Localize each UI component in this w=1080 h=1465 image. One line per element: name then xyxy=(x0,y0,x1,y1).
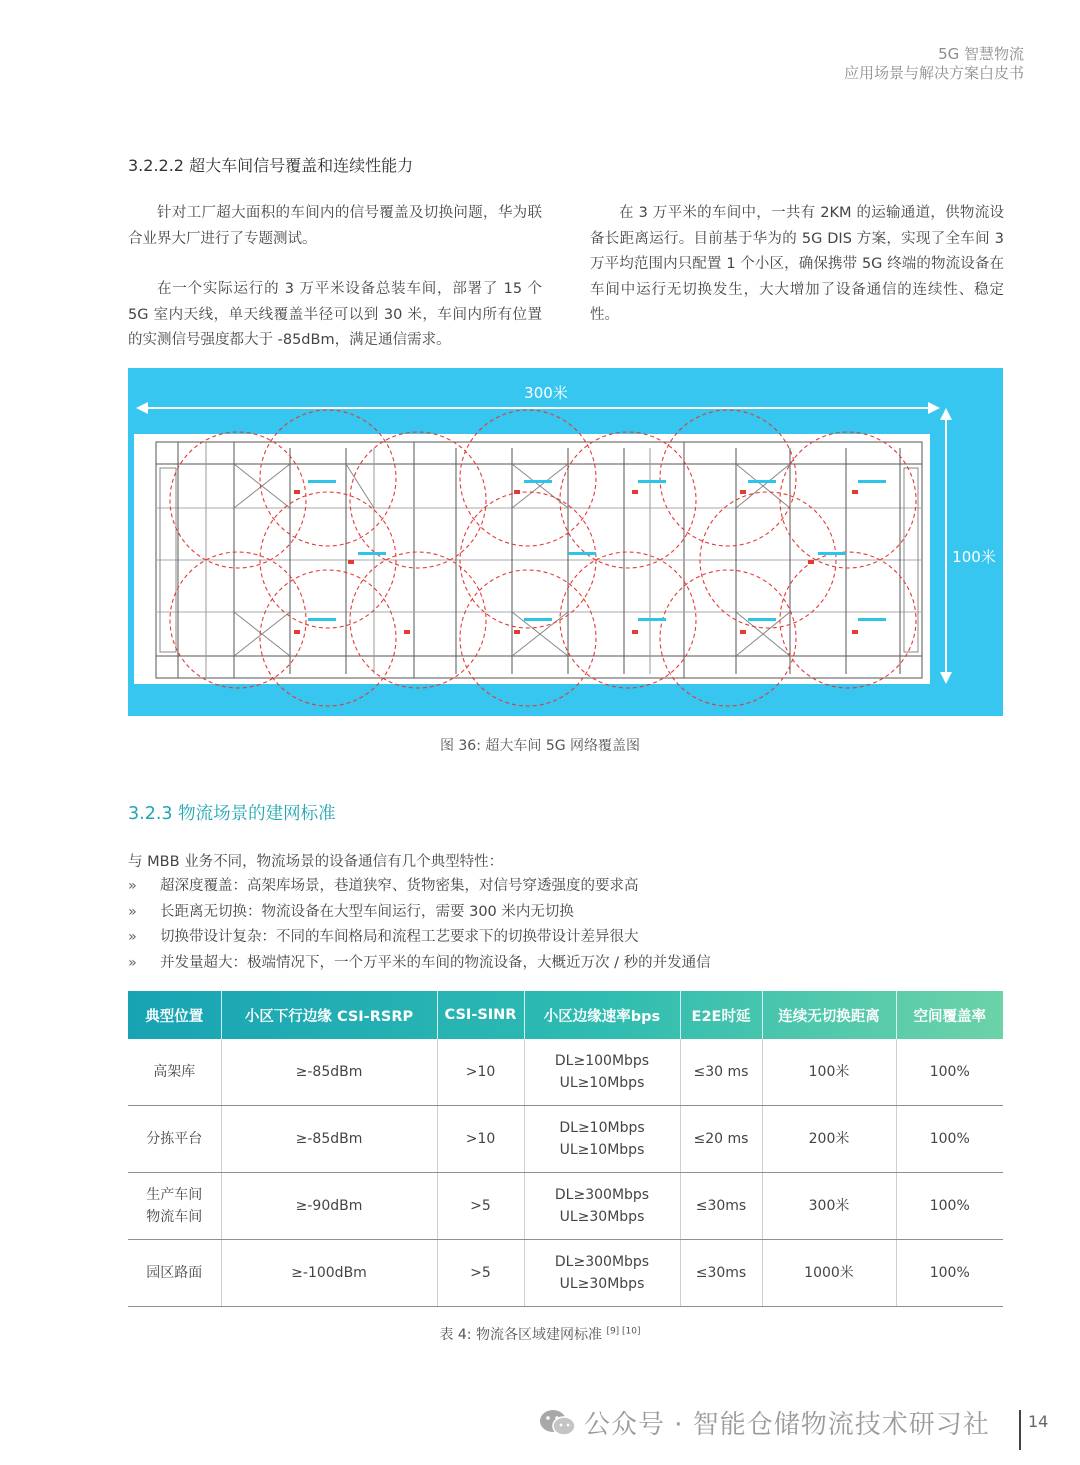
list-item xyxy=(128,925,711,951)
table-header-row xyxy=(128,991,1003,1039)
section-heading: 3.2.2.2 超大车间信号覆盖和连续性能力 xyxy=(128,156,414,175)
list-item-text: 长距离无切换：物流设备在大型车间运行，需要 300 米内无切换 xyxy=(160,903,574,920)
bullet-icon: » xyxy=(128,878,137,894)
table-cell: >5 xyxy=(437,1240,524,1307)
header-title: 5G 智慧物流 xyxy=(938,45,1024,63)
column-header: E2E时延 xyxy=(680,991,762,1039)
network-standards-table xyxy=(128,991,1003,1307)
table-cell: ≥-85dBm xyxy=(221,1039,437,1106)
cell-line: DL≥10Mbps xyxy=(559,1120,645,1136)
table-row xyxy=(128,1240,1003,1307)
coverage-map xyxy=(128,368,1003,716)
bullet-icon: » xyxy=(128,954,137,971)
table-cell: >10 xyxy=(437,1106,524,1173)
table-cell: 100米 xyxy=(762,1039,896,1106)
left-paragraph-2: 在一个实际运行的 3 万平米设备总装车间，部署了 15 个 5G 室内天线，单天线覆盖半径可以到 30 米，车间内所有位置的实测信号强度都大于 -85dBm，满足通信需求。 xyxy=(128,281,542,348)
table-cell: ≤30ms xyxy=(680,1240,762,1307)
cell-line: UL≥10Mbps xyxy=(559,1075,645,1091)
table-caption xyxy=(0,1324,1080,1344)
cell-line: 物流车间 xyxy=(146,1209,203,1225)
left-column xyxy=(128,201,542,354)
watermark-text: 公众号 · 智能仓储物流技术研习社 xyxy=(584,1410,990,1440)
list-item-text: 并发量超大：极端情况下，一个万平米的车间的物流设备，大概近万次 / 秒的并发通信 xyxy=(160,954,711,971)
table-cell: ≥-85dBm xyxy=(221,1106,437,1173)
left-paragraph-1: 针对工厂超大面积的车间内的信号覆盖及切换问题，华为联合业界大厂进行了专题测试。 xyxy=(128,205,542,247)
list-item-text: 超深度覆盖：高架库场景，巷道狭窄、货物密集，对信号穿透强度的要求高 xyxy=(160,878,639,894)
table-caption-text: 表 4: 物流各区域建网标准 xyxy=(439,1327,602,1343)
table-cell: >5 xyxy=(437,1173,524,1240)
cell-line: UL≥10Mbps xyxy=(559,1142,645,1158)
table-cell: 200米 xyxy=(762,1106,896,1173)
column-header: 小区下行边缘 CSI-RSRP xyxy=(221,991,437,1039)
table-references: [9] [10] xyxy=(606,1326,641,1337)
table-cell: >10 xyxy=(437,1039,524,1106)
table-cell xyxy=(524,1173,680,1240)
page-number: 14 xyxy=(1028,1412,1049,1431)
cell-line: DL≥300Mbps xyxy=(554,1187,650,1203)
bullet-icon: » xyxy=(128,903,137,920)
floor-plan xyxy=(134,434,930,684)
table-row xyxy=(128,1106,1003,1173)
feature-list xyxy=(128,874,711,976)
table-cell: ≤30ms xyxy=(680,1173,762,1240)
right-paragraph-1: 在 3 万平米的车间中，一共有 2KM 的运输通道，供物流设备长距离运行。目前基于华为的 5G DIS 方案，实现了全车间 3 万平均范围内只配置 1 个小区，确保携带 5G 终端的物流设备在车间中运行无切换发生，大大增加了设备通信的连续性、稳定性。 xyxy=(590,205,1004,323)
table-cell: ≥-100dBm xyxy=(221,1240,437,1307)
table-cell: ≤20 ms xyxy=(680,1106,762,1173)
cell-line: UL≥30Mbps xyxy=(559,1209,645,1225)
column-header: 连续无切换距离 xyxy=(762,991,896,1039)
cell-line: UL≥30Mbps xyxy=(559,1276,645,1292)
right-column xyxy=(590,201,1004,329)
table-cell: 100% xyxy=(896,1106,1003,1173)
table-cell xyxy=(524,1106,680,1173)
table-row xyxy=(128,1173,1003,1240)
table-cell xyxy=(128,1173,221,1240)
table-cell xyxy=(524,1240,680,1307)
table-cell: 高架库 xyxy=(128,1039,221,1106)
column-header: CSI-SINR xyxy=(437,991,524,1039)
bullet-icon: » xyxy=(128,929,137,945)
column-header: 空间覆盖率 xyxy=(913,1008,986,1025)
table-cell: ≥-90dBm xyxy=(221,1173,437,1240)
column-header: 小区边缘速率bps xyxy=(524,991,680,1039)
header-subtitle: 应用场景与解决方案白皮书 xyxy=(843,64,1024,82)
table-cell: 300米 xyxy=(762,1173,896,1240)
column-header: 典型位置 xyxy=(128,991,221,1039)
table-cell: 100% xyxy=(896,1173,1003,1240)
table-cell: 园区路面 xyxy=(128,1240,221,1307)
cell-line: DL≥100Mbps xyxy=(554,1053,650,1069)
table-cell: 100% xyxy=(896,1039,1003,1106)
table-cell: ≤30 ms xyxy=(680,1039,762,1106)
cell-line: 生产车间 xyxy=(146,1187,203,1203)
intro-text: 与 MBB 业务不同，物流场景的设备通信有几个典型特性： xyxy=(128,854,504,870)
height-label: 100米 xyxy=(952,548,996,566)
wechat-icon xyxy=(538,1407,578,1439)
table-cell: 分拣平台 xyxy=(128,1106,221,1173)
page-divider xyxy=(1019,1410,1021,1450)
height-dimension-arrow xyxy=(940,408,952,684)
list-item xyxy=(128,951,711,977)
coverage-figure xyxy=(128,368,1003,716)
table-cell: 1000米 xyxy=(762,1240,896,1307)
width-dimension-arrow xyxy=(136,402,940,414)
list-item xyxy=(128,900,711,926)
figure-caption: 图 36: 超大车间 5G 网络覆盖图 xyxy=(439,738,641,754)
table-cell xyxy=(524,1039,680,1106)
list-item-text: 切换带设计复杂：不同的车间格局和流程工艺要求下的切换带设计差异很大 xyxy=(160,929,639,945)
subsection-heading: 3.2.3 物流场景的建网标准 xyxy=(128,804,336,824)
cell-line: DL≥300Mbps xyxy=(554,1254,650,1270)
table-row xyxy=(128,1039,1003,1106)
list-item xyxy=(128,874,711,900)
table-cell: 100% xyxy=(896,1240,1003,1307)
width-label: 300米 xyxy=(524,384,568,402)
